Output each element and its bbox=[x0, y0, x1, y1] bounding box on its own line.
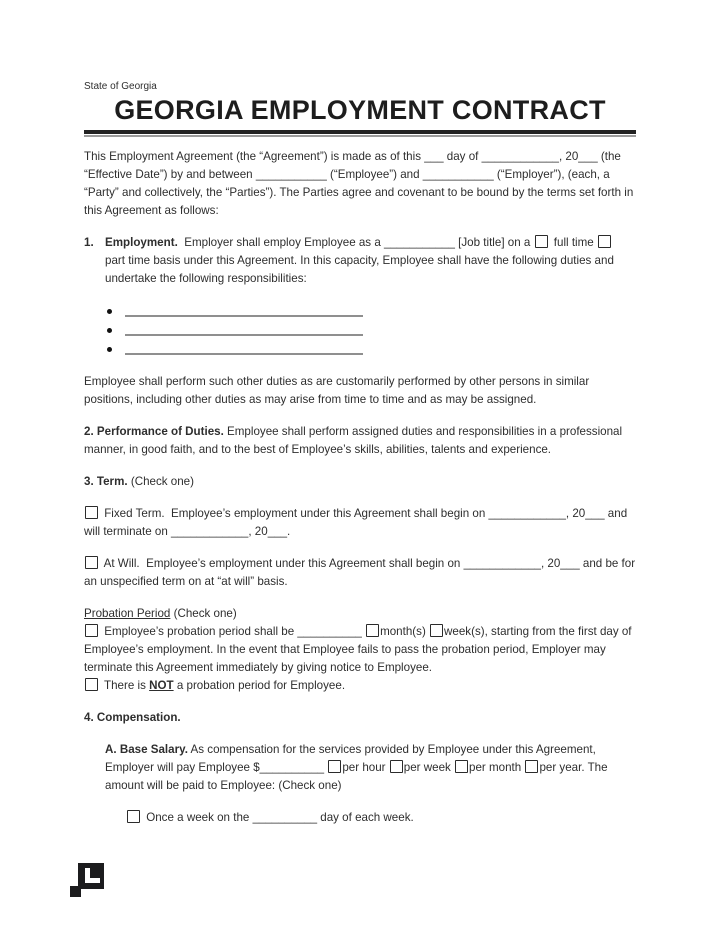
part-time-checkbox[interactable] bbox=[598, 235, 611, 248]
text-run: There is bbox=[101, 679, 150, 692]
text-run: per year. The amount will be paid to Employee: (Check one) bbox=[105, 761, 608, 792]
title-rule bbox=[84, 130, 636, 134]
text-run: Employee’s probation period shall be __________ bbox=[101, 625, 366, 638]
term-option-fixed bbox=[84, 505, 636, 541]
once-a-week-checkbox[interactable] bbox=[127, 810, 140, 823]
text-run: month(s) bbox=[380, 625, 430, 638]
document-body bbox=[84, 148, 636, 827]
per-hour-checkbox[interactable] bbox=[328, 760, 341, 773]
text-run: part time basis under this Agreement. In this capacity, Employee shall have the following duties and undertake the following responsibilities: bbox=[105, 254, 614, 285]
text-run: Once a week on the __________ day of each week. bbox=[143, 811, 414, 824]
title-rule-shadow bbox=[84, 135, 636, 137]
full-time-checkbox[interactable] bbox=[535, 235, 548, 248]
section-2-performance-of-duties bbox=[84, 423, 636, 459]
probation-period-heading bbox=[84, 605, 636, 623]
duties-list bbox=[84, 302, 636, 359]
bold-text: A. Base Salary. bbox=[105, 743, 188, 756]
text-run: Employee shall perform such other duties as are customarily performed by other persons in similar positions, including other duties as may arise from time to time and as may be assigned. bbox=[84, 375, 590, 406]
probation-duration-checkbox[interactable] bbox=[85, 624, 98, 637]
text-run: per month bbox=[469, 761, 525, 774]
section-1-employment bbox=[84, 234, 636, 288]
per-month-checkbox[interactable] bbox=[455, 760, 468, 773]
no-probation-checkbox[interactable] bbox=[85, 678, 98, 691]
bullet-icon bbox=[107, 347, 112, 352]
payment-frequency-once-a-week bbox=[126, 809, 636, 827]
bullet-icon bbox=[107, 328, 112, 333]
text-run: (Check one) bbox=[127, 475, 194, 488]
probation-option-none bbox=[84, 677, 636, 695]
underlined-text: Probation Period bbox=[84, 607, 171, 620]
per-week-checkbox[interactable] bbox=[390, 760, 403, 773]
bold-text: 3. Term. bbox=[84, 475, 128, 488]
text-run: week(s), starting from the first day of Employee’s employment. In the event that Employee fails to pass the probation period, Employer may terminate this Agreement immediately by giving notice to Employee. bbox=[84, 625, 632, 674]
base-salary-paragraph bbox=[105, 741, 636, 795]
bullet-icon bbox=[107, 309, 112, 314]
duty-blank-3 bbox=[125, 340, 363, 355]
text-run: full time bbox=[550, 236, 597, 249]
text-run: Employer shall employ Employee as a ___________ [Job title] on a bbox=[177, 236, 534, 249]
text-run: per hour bbox=[342, 761, 389, 774]
underlined-text: NOT bbox=[149, 679, 174, 692]
text-run: Fixed Term. Employee’s employment under this Agreement shall begin on ____________, 20___ and will terminate on ____________, 20___. bbox=[84, 507, 628, 538]
weeks-checkbox[interactable] bbox=[430, 624, 443, 637]
text-run: per week bbox=[403, 761, 455, 774]
section-3-term-heading bbox=[84, 473, 636, 491]
term-option-at-will bbox=[84, 555, 636, 591]
text-run: As compensation for the services provided by Employee under this Agreement, Employer will pay Employee $__________ bbox=[105, 743, 596, 774]
duties-list-item bbox=[107, 302, 636, 321]
section-4-compensation-heading bbox=[84, 709, 636, 727]
probation-option-duration bbox=[84, 623, 636, 677]
state-label: State of Georgia bbox=[84, 81, 157, 92]
duties-list-item bbox=[107, 340, 636, 359]
text-run: (Check one) bbox=[170, 607, 237, 620]
document-title: GEORGIA EMPLOYMENT CONTRACT bbox=[114, 95, 606, 125]
text-run: a probation period for Employee. bbox=[173, 679, 346, 692]
per-year-checkbox[interactable] bbox=[525, 760, 538, 773]
at-will-checkbox[interactable] bbox=[85, 556, 98, 569]
bold-text: 2. Performance of Duties. bbox=[84, 425, 224, 438]
text-run: This Employment Agreement (the “Agreement”) is made as of this ___ day of ____________, 20___ (the “Effective Date”) by and between ___________ (“Employee”) and ___________ (“Employer”), (each, a “Party” and collectively, the “Parties”). The Parties agree and covenant to be bound by the terms set forth in this Agreement as follows: bbox=[84, 150, 634, 217]
section-number: 1. bbox=[84, 236, 94, 249]
bold-text: 4. Compensation. bbox=[84, 711, 181, 724]
legaltemplates-logo-icon bbox=[70, 863, 104, 897]
text-run: Employee shall perform assigned duties and responsibilities in a professional manner, in good faith, and to the best of Employee’s skills, abilities, talents and experience. bbox=[84, 425, 623, 456]
duties-list-item bbox=[107, 321, 636, 340]
months-checkbox[interactable] bbox=[366, 624, 379, 637]
intro-paragraph bbox=[84, 148, 636, 220]
fixed-term-checkbox[interactable] bbox=[85, 506, 98, 519]
bold-text: Employment. bbox=[105, 236, 178, 249]
duty-blank-1 bbox=[125, 302, 363, 317]
duty-blank-2 bbox=[125, 321, 363, 336]
other-duties-paragraph bbox=[84, 373, 636, 409]
text-run: At Will. Employee’s employment under this Agreement shall begin on ____________, 20___ and be for an unspecified term on at “at will” basis. bbox=[84, 557, 636, 588]
